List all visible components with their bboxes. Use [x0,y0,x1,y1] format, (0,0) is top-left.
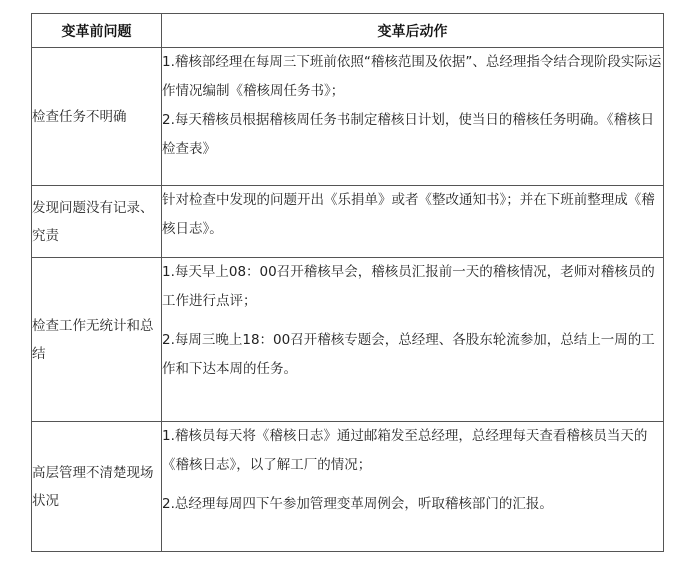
table-row [32,422,664,552]
table-row [32,48,664,186]
paragraph-gap [162,316,663,326]
action-cell [162,422,664,552]
action-paragraph: 1.稽核员每天将《稽核日志》通过邮箱发至总经理，总经理每天查看稽核员当天的《稽核日志》，以了解工厂的情况； [162,428,648,473]
reform-table [31,13,664,552]
action-paragraph: 1.稽核部经理在每周三下班前依照“稽核范围及依据”、总经理指令结合现阶段实际运作情况编制《稽核周任务书》； [162,54,662,99]
action-paragraph: 针对检查中发现的问题开出《乐捐单》或者《整改通知书》；并在下班前整理成《稽核日志》。 [162,192,655,237]
action-paragraph: 2.每周三晚上18：00召开稽核专题会，总经理、各股东轮流参加，总结上一周的工作和下达本周的任务。 [162,332,655,377]
table-row [32,258,664,422]
action-paragraph: 2.每天稽核员根据稽核周任务书制定稽核日计划，使当日的稽核任务明确。《稽核日检查表》 [162,112,655,157]
header-action: 变革后动作 [162,14,664,48]
header-issue: 变革前问题 [32,14,162,48]
action-paragraph: 2.总经理每周四下午参加管理变革周例会，听取稽核部门的汇报。 [162,496,553,512]
issue-cell: 检查任务不明确 [32,48,162,186]
issue-cell: 高层管理不清楚现场状况 [32,422,162,552]
issue-cell: 发现问题没有记录、究责 [32,186,162,258]
paragraph-gap [162,480,663,490]
issue-cell: 检查工作无统计和总结 [32,258,162,422]
action-cell [162,186,664,258]
action-paragraph: 1.每天早上08：00召开稽核早会，稽核员汇报前一天的稽核情况，老师对稽核员的工作进行点评； [162,264,655,309]
action-cell [162,48,664,186]
table-row [32,186,664,258]
header-row [32,14,664,48]
action-cell [162,258,664,422]
